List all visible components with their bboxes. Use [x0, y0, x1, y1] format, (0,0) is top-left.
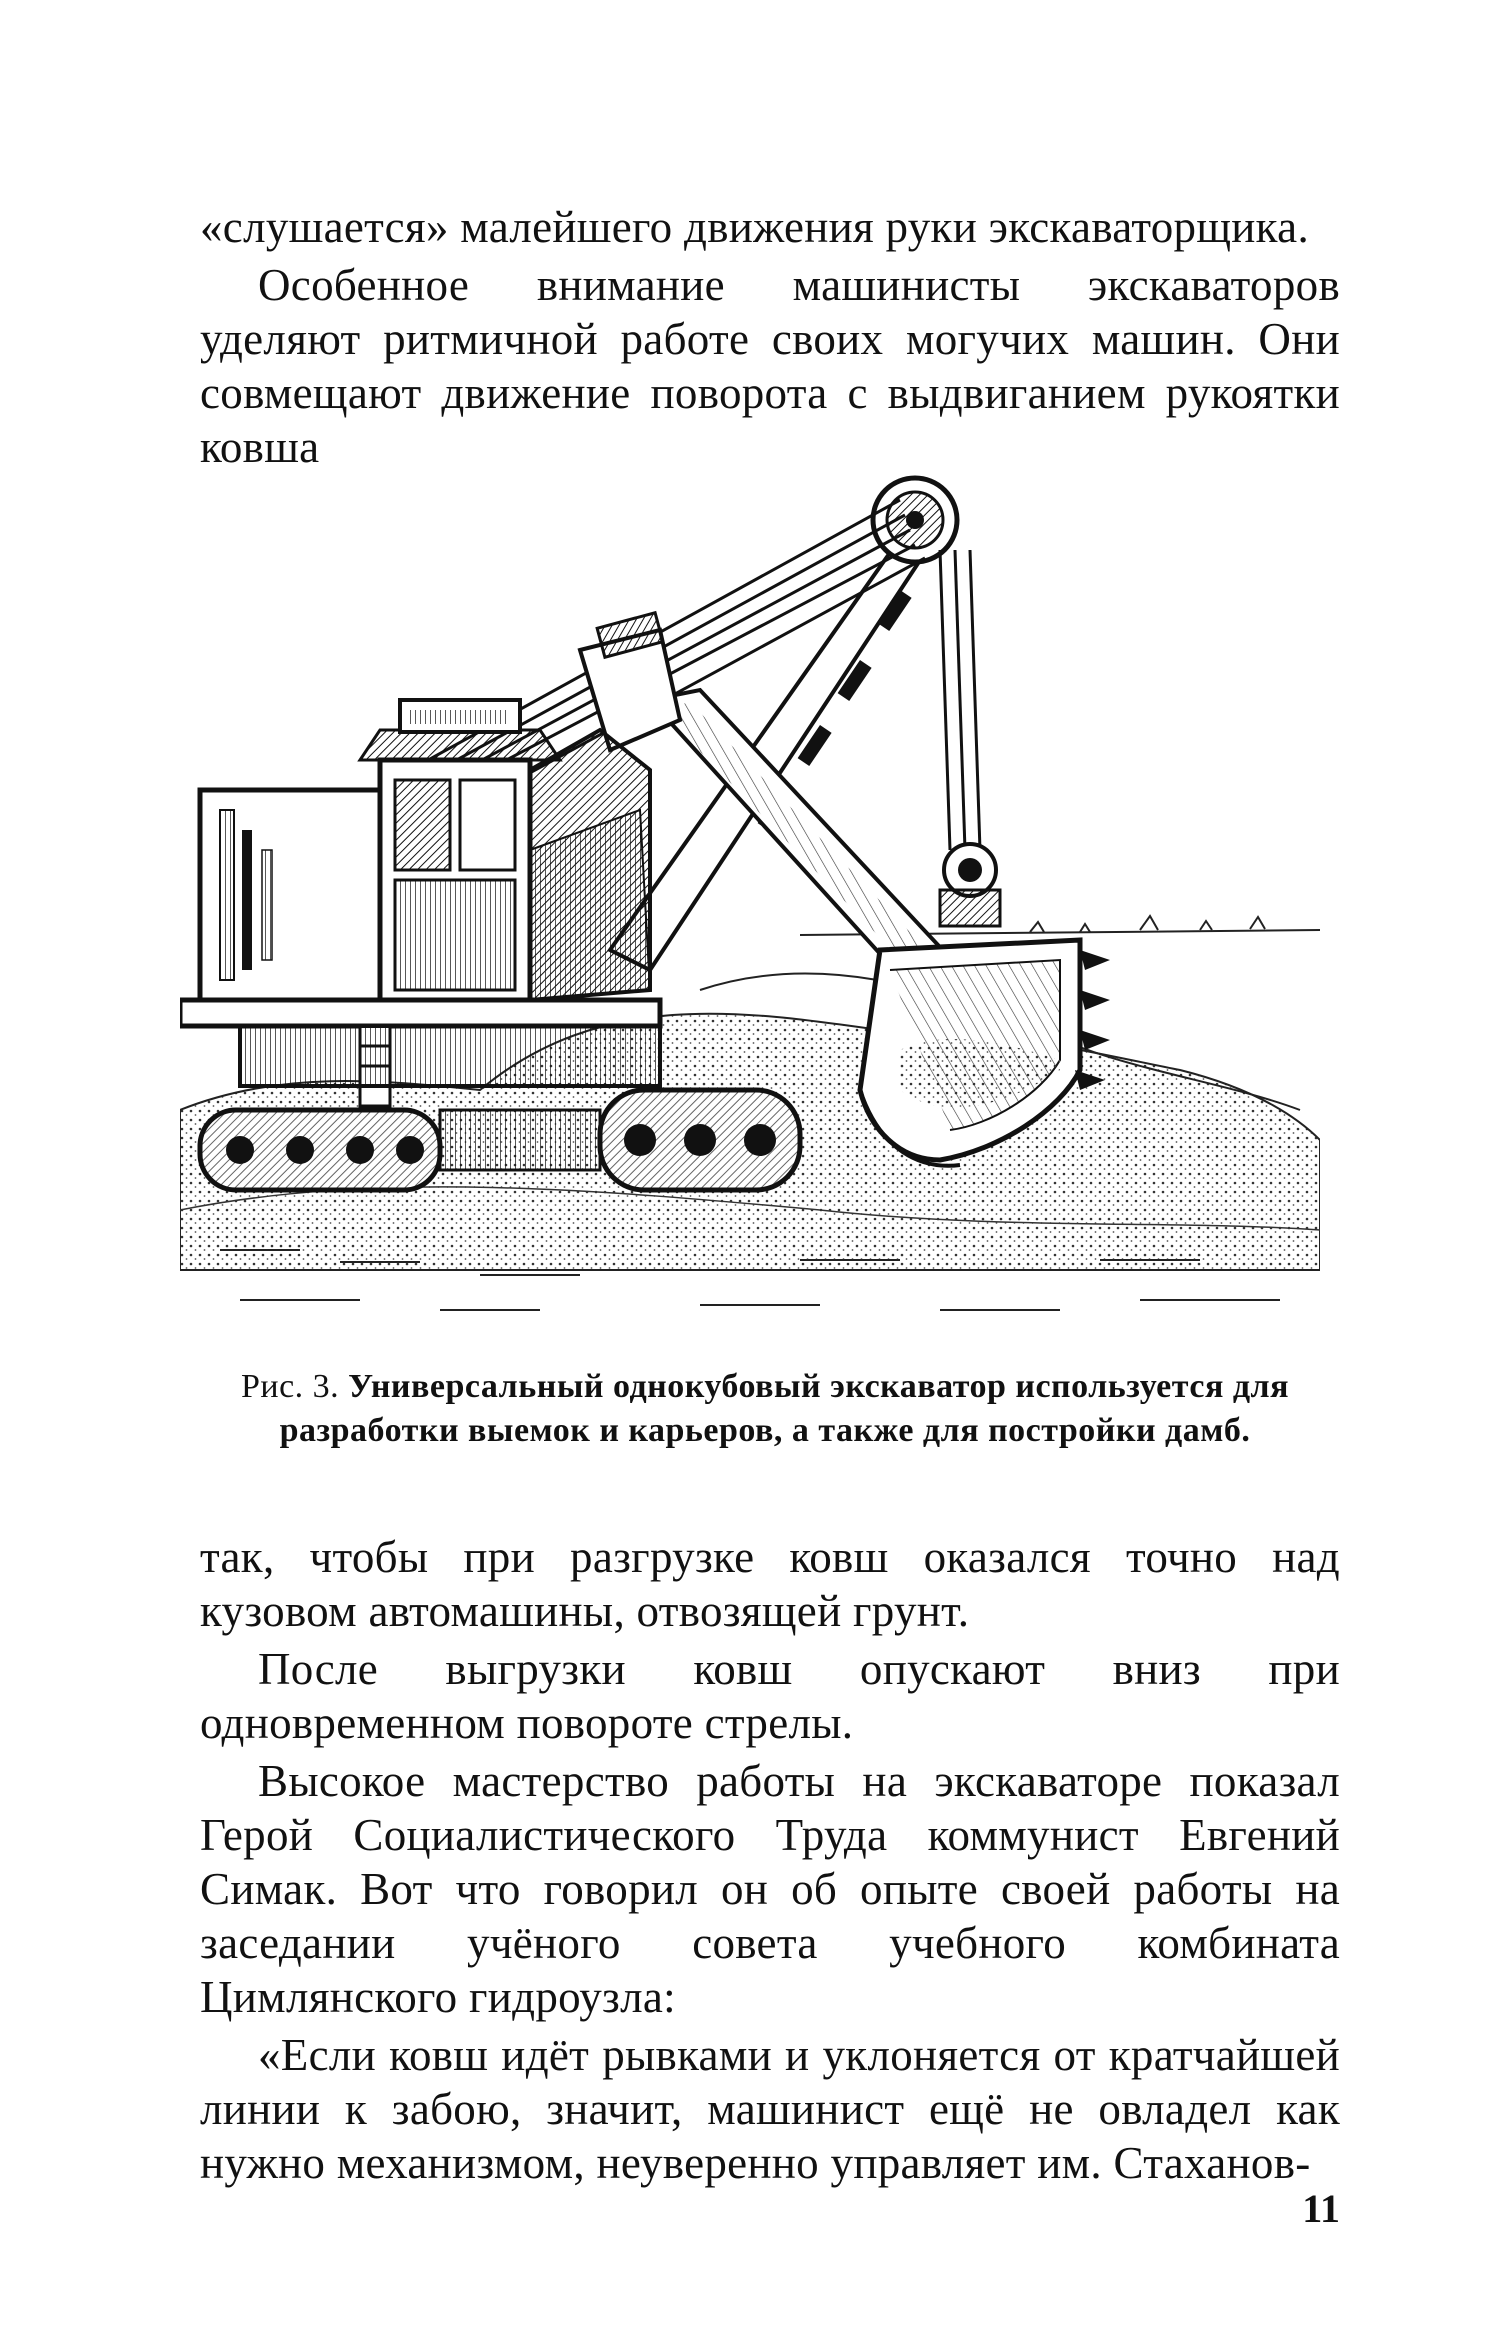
- figure-caption-text: Универсальный однокубовый экскаватор используется для разработки выемок и карьеров, а также для постройки дамб.: [279, 1368, 1290, 1449]
- excavator-figure: [180, 470, 1320, 1330]
- top-text-block: [200, 200, 1340, 474]
- paragraph-5: Высокое мастерство работы на экскаваторе показал Герой Социалистического Труда коммунист Евгений Симак. Вот что говорил он об опыте своей работы на заседании учёного совета учебного комбината Цимлянского гидроузла:: [200, 1756, 1340, 2022]
- page-number: 11: [1302, 2186, 1340, 2231]
- paragraph-3: так, чтобы при разгрузке ковш оказался точно над кузовом автомашины, отвозящей грунт.: [200, 1532, 1340, 1636]
- paragraph-2: Особенное внимание машинисты экскаваторов уделяют ритмичной работе своих могучих машин. Они совмещают движение поворота с выдвиганием рукоятки ковша: [200, 260, 1340, 472]
- figure-caption: [180, 1365, 1350, 1453]
- excavator-illustration-icon: [180, 470, 1320, 1330]
- paragraph-1: «слушается» малейшего движения руки экскаваторщика.: [200, 202, 1309, 252]
- figure-number: Рис. 3.: [240, 1368, 340, 1405]
- paragraph-6: «Если ковш идёт рывками и уклоняется от кратчайшей линии к забою, значит, машинист ещё не овладел как нужно механизмом, неуверенно управляет им. Стаханов‑: [200, 2030, 1340, 2188]
- bottom-text-block: [200, 1530, 1340, 2190]
- paragraph-4: После выгрузки ковш опускают вниз при одновременном повороте стрелы.: [200, 1644, 1340, 1748]
